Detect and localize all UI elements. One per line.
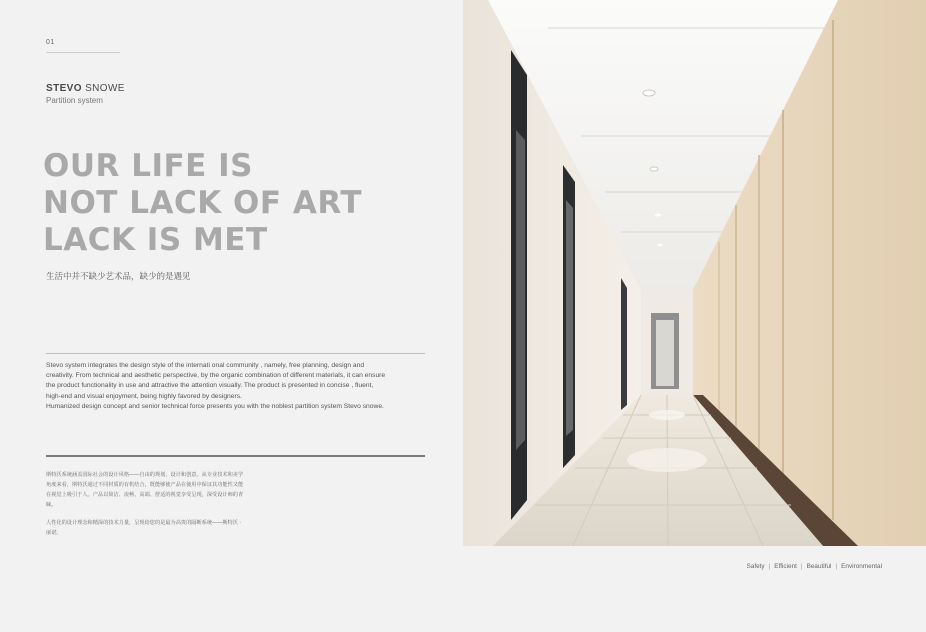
tag-separator: | <box>835 563 838 570</box>
brand-subtitle: Partition system <box>46 96 103 105</box>
footer-tag: Beautiful <box>806 563 832 570</box>
chinese-subtitle: 生活中并不缺少艺术品，缺少的是遇见 <box>46 271 191 281</box>
brand-name-bold: STEVO <box>46 83 82 94</box>
chinese-body <box>46 470 246 546</box>
english-paragraph: Humanized design concept and senior technical force presents you with the noblest partition system Stevo snowe. <box>46 402 384 410</box>
footer-tag: Safety <box>746 563 765 570</box>
corridor-photo <box>463 0 926 546</box>
headline-line: OUR LIFE IS <box>43 148 253 184</box>
brand-name-rest: SNOWE <box>81 83 125 94</box>
thick-divider <box>46 455 425 457</box>
ceiling-light <box>650 167 658 171</box>
ceiling-light <box>643 90 655 96</box>
ceiling-light <box>658 244 663 246</box>
brand-name <box>46 83 125 94</box>
headline-line: LACK IS MET <box>43 222 268 258</box>
chinese-paragraph: 斯特沃系统涵盖国际社会的设计风格——自由的规划、设计和创意。从专业技术和美学角度来看，斯特沃通过不同材质的有机结合，既能够使产品在使用中保证其功能性又能在视觉上吸引于人。产品以简洁、流畅、高端、舒适的视觉享受呈现，深受设计师的青睐。 <box>46 472 244 508</box>
footer-tag: Efficient <box>774 563 797 570</box>
english-paragraph: Stevo system integrates the design style of the internati onal community , namely, free planning, design and creativity. From technical and aesthetic perspective, by the organic combination of different materials, it can ensure the product functionality in use and attractive the attention visually. The product is presented in concise , fluent, high-end and visual enjoyment, being highly favored by designers. <box>46 362 386 400</box>
headline <box>43 148 362 259</box>
section-divider <box>46 353 425 354</box>
ceiling-light <box>655 214 661 217</box>
headline-line: NOT LACK OF ART <box>43 185 362 221</box>
tag-separator: | <box>768 563 771 570</box>
page-number: 01 <box>46 39 55 46</box>
tag-separator: | <box>800 563 803 570</box>
chinese-paragraph: 人性化的设计理念和精深的技术力量，呈现给您的是最为高贵的隔断系统——斯特沃 · 丽诺。 <box>46 520 242 536</box>
footer-tags <box>747 563 883 570</box>
door-frame <box>621 278 627 410</box>
footer-tag: Environmental <box>841 563 882 570</box>
top-divider <box>46 52 120 53</box>
english-body <box>46 361 386 412</box>
